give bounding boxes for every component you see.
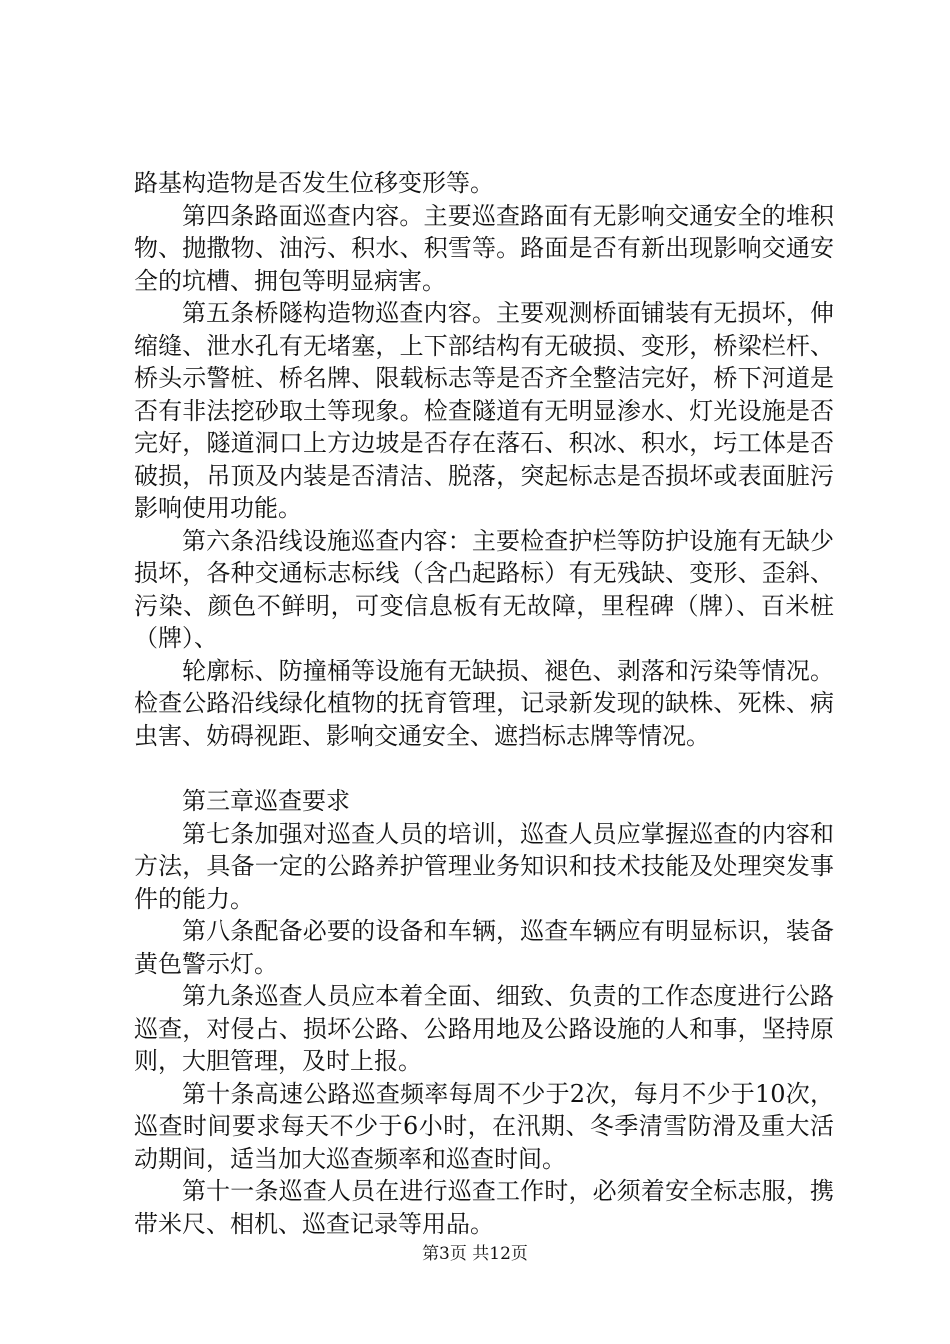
paragraph-article-9: 第九条巡查人员应本着全面、细致、负责的工作态度进行公路巡查，对侵占、损坏公路、公路用地及公路设施的人和事，坚持原则，大胆管理，及时上报。 (134, 982, 834, 1075)
document-body (134, 167, 834, 1240)
paragraph-continuation: 路基构造物是否发生位移变形等。 (134, 169, 494, 197)
chapter-heading: 第三章巡查要求 (182, 787, 350, 815)
paragraph-article-4: 第四条路面巡查内容。主要巡查路面有无影响交通安全的堆积物、抛撒物、油污、积水、积雪等。路面是否有新出现影响交通安全的坑槽、拥包等明显病害。 (134, 201, 834, 295)
paragraph-article-6: 第六条沿线设施巡查内容：主要检查护栏等防护设施有无缺少损坏，各种交通标志标线（含凸起路标）有无残缺、变形、歪斜、污染、颜色不鲜明，可变信息板有无故障，里程碑（牌）、百米桩（牌）、 (134, 526, 834, 652)
paragraph-article-11: 第十一条巡查人员在进行巡查工作时，必须着安全标志服，携带米尺、相机、巡查记录等用品。 (134, 1177, 834, 1238)
blank-line (134, 752, 834, 785)
paragraph-article-10: 第十条高速公路巡查频率每周不少于2次，每月不少于10次，巡查时间要求每天不少于6小时，在汛期、冬季清雪防滑及重大活动期间，适当加大巡查频率和巡查时间。 (134, 1079, 834, 1173)
paragraph-article-7: 第七条加强对巡查人员的培训，巡查人员应掌握巡查的内容和方法，具备一定的公路养护管理业务知识和技术技能及处理突发事件的能力。 (134, 819, 834, 913)
paragraph-article-8: 第八条配备必要的设备和车辆，巡查车辆应有明显标识，装备黄色警示灯。 (134, 917, 834, 978)
page-number-footer: 第3页 共12页 (422, 1244, 528, 1264)
paragraph-article-5: 第五条桥隧构造物巡查内容。主要观测桥面铺装有无损坏，伸缩缝、泄水孔有无堵塞，上下部结构有无破损、变形，桥梁栏杆、桥头示警桩、桥名牌、限载标志等是否齐全整洁完好，桥下河道是否有非法挖砂取土等现象。检查隧道有无明显渗水、灯光设施是否完好，隧道洞口上方边坡是否存在落石、积冰、积水，圬工体是否破损，吊顶及内装是否清洁、脱落，突起标志是否损坏或表面脏污影响使用功能。 (134, 299, 834, 522)
paragraph-article-6-continued: 轮廓标、防撞桶等设施有无缺损、褪色、剥落和污染等情况。检查公路沿线绿化植物的抚育管理，记录新发现的缺株、死株、病虫害、妨碍视距、影响交通安全、遮挡标志牌等情况。 (134, 656, 834, 750)
